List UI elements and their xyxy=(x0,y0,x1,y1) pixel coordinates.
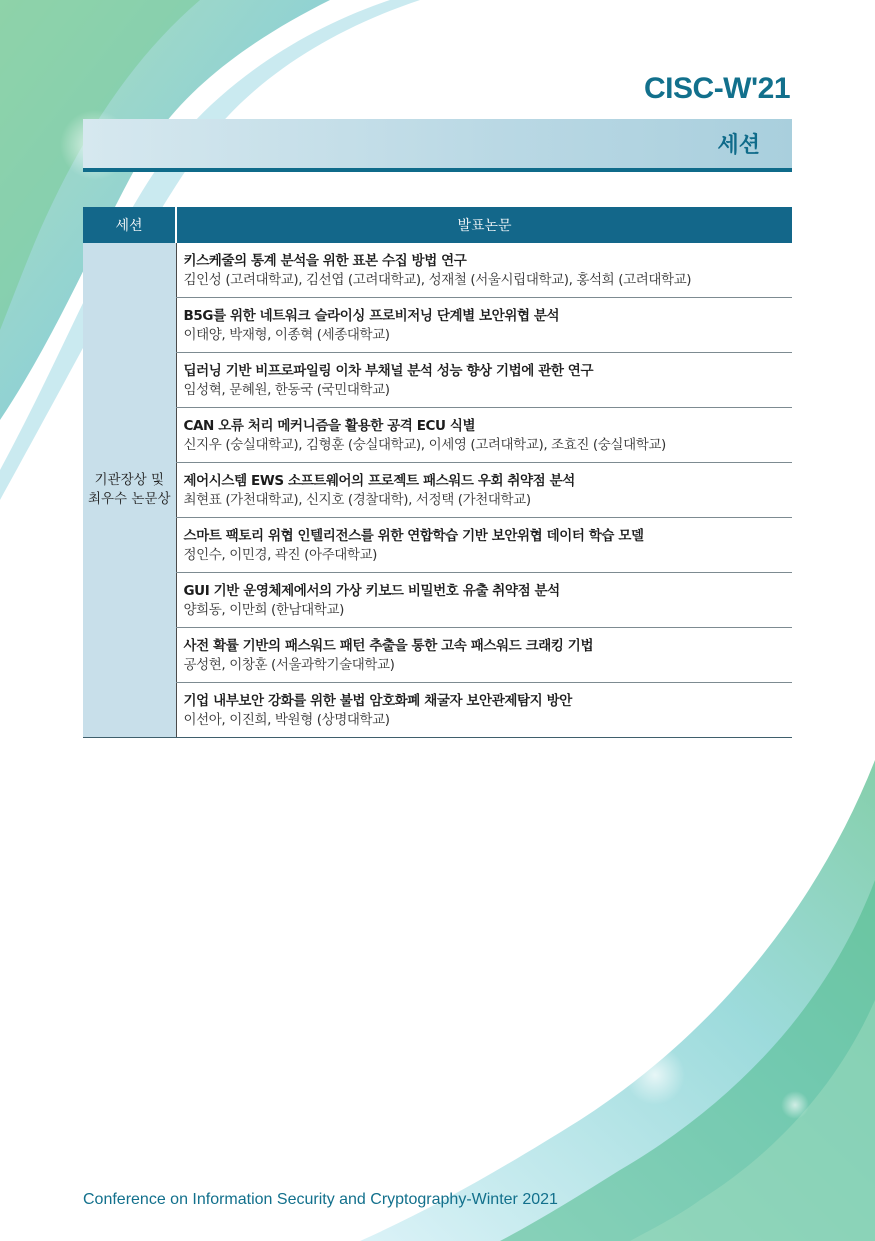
paper-cell xyxy=(176,463,792,518)
paper-title: 키스케줄의 통계 분석을 위한 표본 수집 방법 연구 xyxy=(183,252,467,269)
paper-authors: 양희동, 이만희 (한남대학교) xyxy=(183,601,344,618)
paper-authors: 이선아, 이진희, 박원형 (상명대학교) xyxy=(183,711,390,728)
paper-title: 딥러닝 기반 비프로파일링 이차 부채널 분석 성능 향상 기법에 관한 연구 xyxy=(183,362,594,379)
paper-title: 기업 내부보안 강화를 위한 불법 암호화폐 채굴자 보안관제탐지 방안 xyxy=(183,692,572,709)
table-row xyxy=(83,518,792,573)
brand-logo-text: CISC-W'21 xyxy=(644,72,790,105)
session-name-cell xyxy=(83,243,176,738)
table-row xyxy=(83,408,792,463)
paper-cell xyxy=(176,243,792,298)
session-name-line: 최우수 논문상 xyxy=(87,491,171,507)
session-name-line: 기관장상 및 xyxy=(94,472,164,488)
paper-cell xyxy=(176,408,792,463)
paper-cell xyxy=(176,683,792,738)
paper-title: 제어시스템 EWS 소프트웨어의 프로젝트 패스워드 우회 취약점 분석 xyxy=(183,472,575,489)
paper-title: CAN 오류 처리 메커니즘을 활용한 공격 ECU 식별 xyxy=(183,417,476,434)
table-header-row xyxy=(83,207,792,243)
paper-authors: 최현표 (가천대학교), 신지호 (경찰대학), 서정택 (가천대학교) xyxy=(183,491,531,508)
paper-authors: 김인성 (고려대학교), 김선엽 (고려대학교), 성재철 (서울시립대학교), 홍석희 (고려대학교) xyxy=(183,271,692,288)
paper-authors: 공성현, 이창훈 (서울과학기술대학교) xyxy=(183,656,395,673)
header-session: 세션 xyxy=(83,207,176,243)
table-row xyxy=(83,353,792,408)
paper-cell xyxy=(176,298,792,353)
table-row xyxy=(83,628,792,683)
paper-cell xyxy=(176,353,792,408)
table-row xyxy=(83,573,792,628)
section-header-band xyxy=(83,119,792,172)
session-table xyxy=(83,207,792,738)
footer-conference-name: Conference on Information Security and Cryptography-Winter 2021 xyxy=(83,1191,558,1208)
paper-title: 스마트 팩토리 위협 인텔리전스를 위한 연합학습 기반 보안위협 데이터 학습 모델 xyxy=(183,527,644,544)
paper-cell xyxy=(176,628,792,683)
paper-title: 사전 확률 기반의 패스워드 패턴 추출을 통한 고속 패스워드 크래킹 기법 xyxy=(183,637,594,654)
table-row xyxy=(83,243,792,298)
paper-authors: 이태양, 박재형, 이종혁 (세종대학교) xyxy=(183,326,390,343)
header-papers: 발표논문 xyxy=(176,207,792,243)
paper-cell xyxy=(176,573,792,628)
paper-authors: 임성혁, 문혜원, 한동국 (국민대학교) xyxy=(183,381,390,398)
paper-title: B5G를 위한 네트워크 슬라이싱 프로비저닝 단계별 보안위협 분석 xyxy=(183,307,560,324)
section-title: 세션 xyxy=(717,133,760,158)
paper-authors: 신지우 (숭실대학교), 김형훈 (숭실대학교), 이세영 (고려대학교), 조효진 (숭실대학교) xyxy=(183,436,666,453)
table-row xyxy=(83,298,792,353)
table-row xyxy=(83,463,792,518)
paper-authors: 정인수, 이민경, 곽진 (아주대학교) xyxy=(183,546,378,563)
table-row xyxy=(83,683,792,738)
paper-title: GUI 기반 운영체제에서의 가상 키보드 비밀번호 유출 취약점 분석 xyxy=(183,582,560,599)
paper-cell xyxy=(176,518,792,573)
